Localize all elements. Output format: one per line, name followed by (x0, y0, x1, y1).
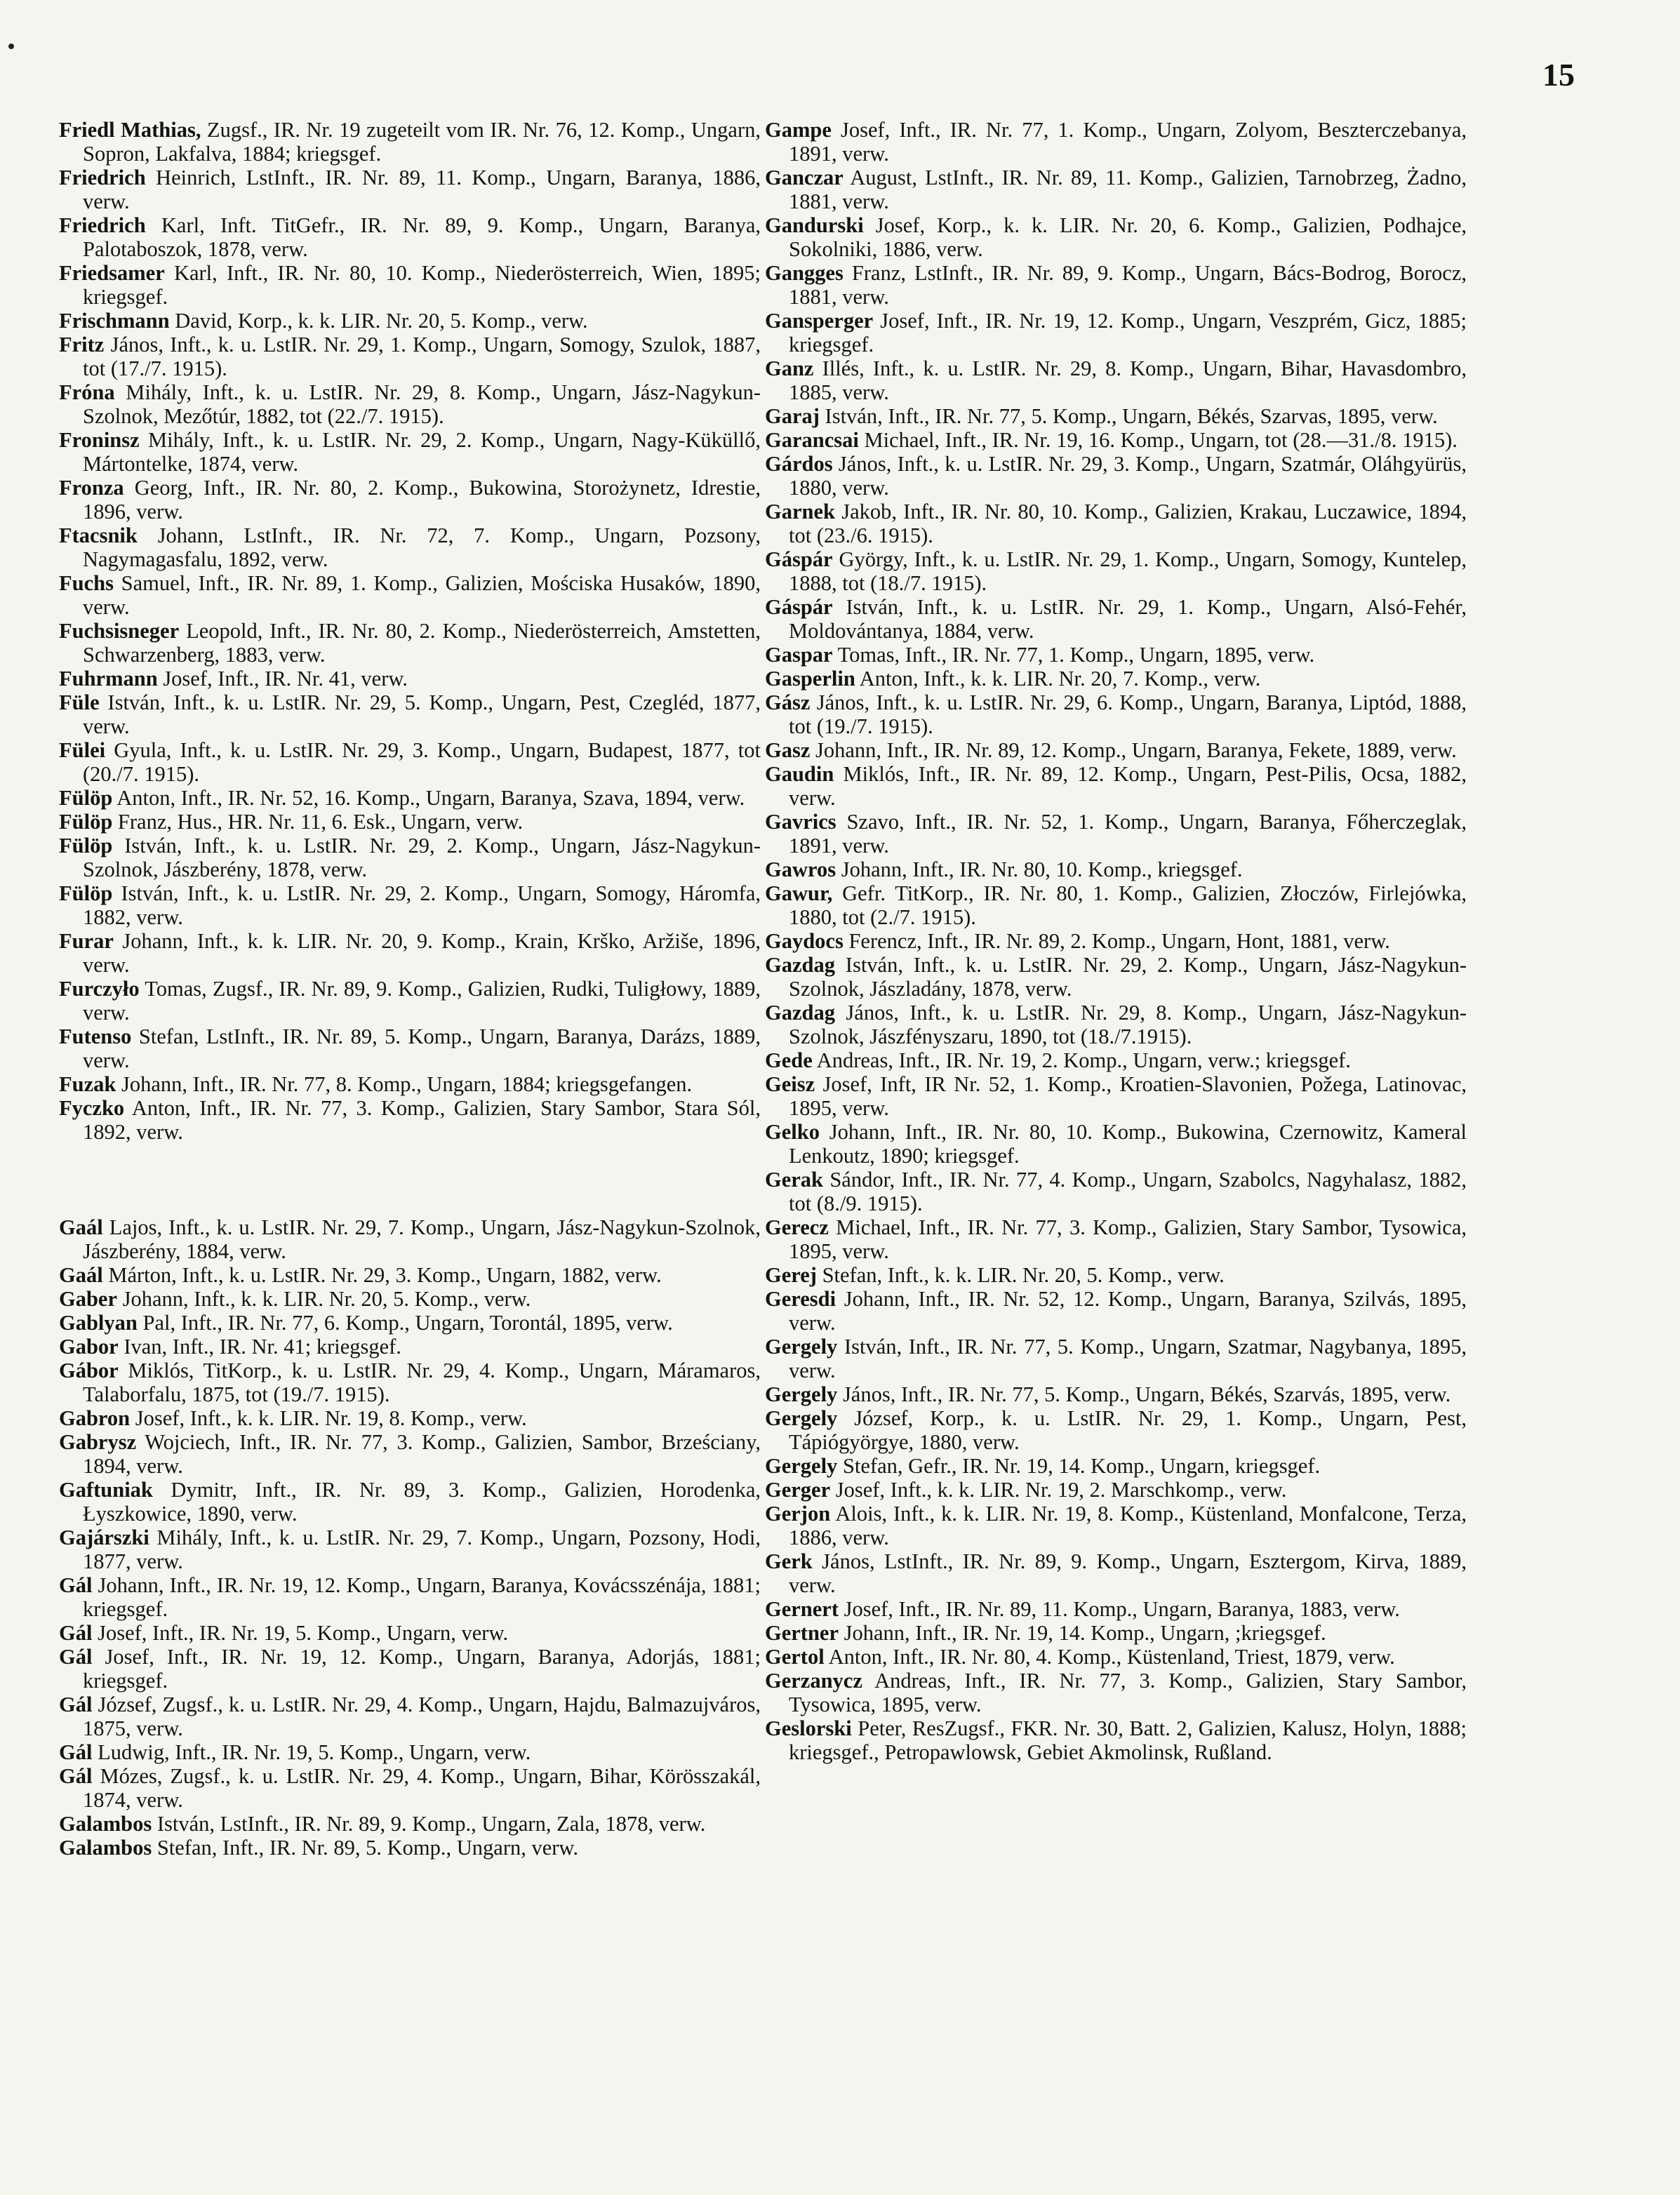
entry-surname: Gál (59, 1764, 93, 1788)
entry-surname: Gernert (765, 1597, 839, 1621)
entry-surname: Fuzak (59, 1072, 116, 1096)
entry-surname: Furar (59, 929, 114, 953)
entry-details: György, Inft., k. u. LstIR. Nr. 29, 1. Komp., Ungarn, Somogy, Kuntelep, 1888, tot (18./7. 1915). (789, 547, 1467, 595)
entry-surname: Gansperger (765, 309, 874, 333)
entry-surname: Gerecz (765, 1215, 829, 1239)
entry-details: Johann, Inft., IR. Nr. 89, 12. Komp., Ungarn, Baranya, Fekete, 1889, verw. (810, 738, 1457, 762)
list-entry (765, 118, 1467, 166)
entry-details: János, Inft., k. u. LstIR. Nr. 29, 8. Komp., Ungarn, Jász-Nagykun-Szolnok, Jászfényszaru, 1890, tot (18./7.1915). (789, 1001, 1467, 1048)
entry-details: Stefan, Inft., k. k. LIR. Nr. 20, 5. Komp., verw. (816, 1263, 1225, 1287)
entry-surname: Gerak (765, 1168, 824, 1192)
list-entry (765, 1215, 1467, 1263)
entry-surname: Gál (59, 1573, 93, 1597)
list-entry (59, 834, 761, 881)
list-entry (765, 1478, 1467, 1502)
list-entry (765, 643, 1467, 667)
list-entry (765, 1048, 1467, 1072)
entry-surname: Friedrich (59, 213, 146, 237)
entry-details: Georg, Inft., IR. Nr. 80, 2. Komp., Bukowina, Storożynetz, Idrestie, 1896, verw. (83, 476, 761, 523)
list-entry (59, 1311, 761, 1335)
list-entry (765, 667, 1467, 690)
list-entry (59, 380, 761, 428)
entry-surname: Gavrics (765, 810, 836, 834)
list-entry (765, 1382, 1467, 1406)
list-entry (59, 1526, 761, 1573)
entry-details: István, Inft., k. u. LstIR. Nr. 29, 5. Komp., Ungarn, Pest, Czegléd, 1877, verw. (83, 690, 761, 738)
list-entry (59, 1836, 761, 1860)
entry-details: Karl, Inft., IR. Nr. 80, 10. Komp., Niederösterreich, Wien, 1895; kriegsgef. (83, 261, 761, 309)
entry-details: Peter, ResZugsf., FKR. Nr. 30, Batt. 2, Galizien, Kalusz, Holyn, 1888; kriegsgef., Petropawlowsk, Gebiet Akmolinsk, Rußland. (789, 1716, 1467, 1764)
list-entry (59, 619, 761, 667)
list-entry (59, 523, 761, 571)
entry-surname: Gáspár (765, 547, 833, 571)
entry-details: István, Inft., k. u. LstIR. Nr. 29, 2. Komp., Ungarn, Jász-Nagykun-Szolnok, Jászladány, 1878, verw. (789, 953, 1467, 1001)
entry-surname: Gerej (765, 1263, 817, 1287)
entry-surname: Gabron (59, 1406, 131, 1430)
entry-details: Johann, LstInft., IR. Nr. 72, 7. Komp., Ungarn, Pozsony, Nagymagasfalu, 1892, verw. (83, 523, 761, 571)
entry-details: Josef, Inft., IR. Nr. 19, 12. Komp., Ungarn, Veszprém, Gicz, 1885; kriegsgef. (789, 309, 1467, 356)
entry-details: Anton, Inft., IR. Nr. 52, 16. Komp., Ungarn, Baranya, Szava, 1894, verw. (112, 786, 745, 810)
list-entry (765, 1072, 1467, 1120)
entry-details: Johann, Inft., IR. Nr. 77, 8. Komp., Ungarn, 1884; kriegsgefangen. (116, 1072, 693, 1096)
list-entry (59, 261, 761, 309)
entry-surname: Geisz (765, 1072, 815, 1096)
entry-surname: Gasz (765, 738, 811, 762)
entry-details: Gefr. TitKorp., IR. Nr. 80, 1. Komp., Galizien, Złoczów, Firlejówka, 1880, tot (2./7. 1915). (789, 881, 1467, 929)
entry-surname: Gász (765, 690, 811, 714)
entry-details: Johann, Inft., IR. Nr. 80, 10. Komp., kriegsgef. (836, 858, 1243, 881)
entry-surname: Fülöp (59, 810, 113, 834)
entry-details: Josef, Inft., IR. Nr. 19, 12. Komp., Ungarn, Baranya, Adorjás, 1881; kriegsgef. (83, 1645, 761, 1693)
entry-details: Sándor, Inft., IR. Nr. 77, 4. Komp., Ungarn, Szabolcs, Nagyhalasz, 1882, tot (8./9. 1915). (789, 1168, 1467, 1215)
list-entry (59, 1359, 761, 1406)
entry-surname: Ftacsnik (59, 523, 138, 547)
page-number: 15 (1542, 57, 1575, 93)
entry-details: Josef, Inft., IR. Nr. 77, 1. Komp., Ungarn, Zolyom, Beszterczebanya, 1891, verw. (789, 118, 1467, 166)
entry-surname: Friedrich (59, 166, 146, 189)
list-entry (765, 1669, 1467, 1716)
list-entry (765, 1645, 1467, 1669)
entry-surname: Gál (59, 1645, 93, 1669)
list-entry (765, 1597, 1467, 1621)
entry-surname: Friedl Mathias, (59, 118, 201, 142)
entry-surname: Ganz (765, 356, 814, 380)
entry-details: János, Inft., k. u. LstIR. Nr. 29, 3. Komp., Ungarn, Szatmár, Oláhgyürüs, 1880, verw. (789, 452, 1467, 500)
list-entry (765, 1335, 1467, 1382)
entry-details: István, Inft., IR. Nr. 77, 5. Komp., Ungarn, Békés, Szarvas, 1895, verw. (819, 404, 1438, 428)
entry-surname: Fülöp (59, 881, 113, 905)
list-entry (765, 1549, 1467, 1597)
list-entry (765, 690, 1467, 738)
entry-details: Wojciech, Inft., IR. Nr. 77, 3. Komp., Galizien, Sambor, Brześciany, 1894, verw. (83, 1430, 761, 1478)
right-column (765, 118, 1467, 1764)
entry-details: Mihály, Inft., k. u. LstIR. Nr. 29, 7. Komp., Ungarn, Pozsony, Hodi, 1877, verw. (83, 1526, 761, 1573)
print-speck (8, 44, 14, 49)
list-entry (765, 1120, 1467, 1168)
list-entry (765, 738, 1467, 762)
list-entry (59, 428, 761, 476)
entry-details: David, Korp., k. k. LIR. Nr. 20, 5. Komp., verw. (169, 309, 588, 333)
entry-details: Mihály, Inft., k. u. LstIR. Nr. 29, 8. Komp., Ungarn, Jász-Nagykun-Szolnok, Mezőtúr, 1882, tot (22./7. 1915). (83, 380, 761, 428)
entry-surname: Gaftuniak (59, 1478, 153, 1502)
list-entry (59, 1573, 761, 1621)
entry-surname: Gaydocs (765, 929, 844, 953)
entry-details: Tomas, Zugsf., IR. Nr. 89, 9. Komp., Galizien, Rudki, Tuligłowy, 1889, verw. (83, 977, 761, 1025)
entry-details: Andreas, Inft., IR. Nr. 77, 3. Komp., Galizien, Stary Sambor, Tysowica, 1895, verw. (789, 1669, 1467, 1716)
entry-details: Stefan, Gefr., IR. Nr. 19, 14. Komp., Ungarn, kriegsgef. (837, 1454, 1321, 1478)
list-entry (765, 1287, 1467, 1335)
entry-surname: Fülei (59, 738, 106, 762)
list-entry (765, 1502, 1467, 1549)
entry-details: István, Inft., k. u. LstIR. Nr. 29, 1. Komp., Ungarn, Alsó-Fehér, Moldovántanya, 1884, verw. (789, 595, 1467, 643)
left-f-entries (59, 118, 761, 1144)
list-entry (59, 1645, 761, 1693)
entry-details: Ferencz, Inft., IR. Nr. 89, 2. Komp., Ungarn, Hont, 1881, verw. (843, 929, 1390, 953)
entry-details: Mihály, Inft., k. u. LstIR. Nr. 29, 2. Komp., Ungarn, Nagy-Küküllő, Mártontelke, 1874, verw. (83, 428, 761, 476)
entry-details: Gyula, Inft., k. u. LstIR. Nr. 29, 3. Komp., Ungarn, Budapest, 1877, tot (20./7. 1915). (83, 738, 761, 786)
entry-details: János, Inft., IR. Nr. 77, 5. Komp., Ungarn, Békés, Szarvás, 1895, verw. (837, 1382, 1451, 1406)
entry-details: Johann, Inft., IR. Nr. 19, 12. Komp., Ungarn, Baranya, Kovácsszénája, 1881; kriegsgef. (83, 1573, 761, 1621)
entry-surname: Gál (59, 1693, 93, 1716)
entry-surname: Fróna (59, 380, 115, 404)
entry-details: Heinrich, LstInft., IR. Nr. 89, 11. Komp., Ungarn, Baranya, 1886, verw. (83, 166, 761, 213)
entry-details: János, Inft., k. u. LstIR. Nr. 29, 6. Komp., Ungarn, Baranya, Liptód, 1888, tot (19./7. 1915). (789, 690, 1467, 738)
entry-details: Tomas, Inft., IR. Nr. 77, 1. Komp., Ungarn, 1895, verw. (832, 643, 1315, 667)
list-entry (765, 595, 1467, 643)
entry-details: Josef, Inft., k. k. LIR. Nr. 19, 2. Marschkomp., verw. (830, 1478, 1287, 1502)
entry-surname: Gasperlin (765, 667, 855, 690)
entry-surname: Gergely (765, 1406, 838, 1430)
entry-surname: Gazdag (765, 1001, 835, 1025)
entry-details: Anton, Inft., k. k. LIR. Nr. 20, 7. Komp., verw. (855, 667, 1261, 690)
entry-surname: Gabor (59, 1335, 119, 1359)
entry-surname: Gawros (765, 858, 836, 881)
list-entry (59, 1693, 761, 1740)
entry-surname: Froninsz (59, 428, 140, 452)
list-entry (765, 500, 1467, 547)
entry-surname: Gajárszki (59, 1526, 149, 1549)
entry-details: Josef, Inft., IR. Nr. 19, 5. Komp., Ungarn, verw. (92, 1621, 509, 1645)
left-column (59, 118, 761, 1860)
list-entry (765, 929, 1467, 953)
list-entry (765, 547, 1467, 595)
entry-surname: Gál (59, 1740, 93, 1764)
list-entry (765, 1716, 1467, 1764)
list-entry (59, 1740, 761, 1764)
entry-surname: Gábor (59, 1359, 119, 1382)
entry-details: István, Inft., IR. Nr. 77, 5. Komp., Ungarn, Szatmar, Nagybanya, 1895, verw. (789, 1335, 1467, 1382)
entry-surname: Gelko (765, 1120, 820, 1144)
list-entry (59, 929, 761, 977)
list-entry (765, 452, 1467, 500)
list-entry (765, 953, 1467, 1001)
entry-surname: Gaber (59, 1287, 118, 1311)
entry-details: Dymitr, Inft., IR. Nr. 89, 3. Komp., Galizien, Horodenka, Łyszkowice, 1890, verw. (83, 1478, 761, 1526)
entry-surname: Gertol (765, 1645, 825, 1669)
entry-surname: Füle (59, 690, 100, 714)
entry-details: István, Inft., k. u. LstIR. Nr. 29, 2. Komp., Ungarn, Jász-Nagykun-Szolnok, Jászberény, 1878, verw. (83, 834, 761, 881)
entry-surname: Gawur, (765, 881, 833, 905)
entry-surname: Gerjon (765, 1502, 831, 1526)
entry-details: Josef, Inft., IR. Nr. 41, verw. (157, 667, 408, 690)
list-entry (59, 1764, 761, 1812)
right-g-entries (765, 118, 1467, 1764)
entry-surname: Gergely (765, 1454, 838, 1478)
entry-details: Zugsf., IR. Nr. 19 zugeteilt vom IR. Nr. 76, 12. Komp., Ungarn, Sopron, Lakfalva, 1884; kriegsgef. (83, 118, 761, 166)
entry-surname: Futenso (59, 1025, 132, 1048)
list-entry (59, 1096, 761, 1144)
list-entry (59, 166, 761, 213)
entry-surname: Gangges (765, 261, 844, 285)
entry-surname: Fuchsisneger (59, 619, 180, 643)
entry-surname: Gergely (765, 1335, 838, 1359)
entry-surname: Gerger (765, 1478, 831, 1502)
list-entry (765, 261, 1467, 309)
entry-details: Ivan, Inft., IR. Nr. 41; kriegsgef. (118, 1335, 401, 1359)
entry-surname: Gertner (765, 1621, 839, 1645)
entry-surname: Geresdi (765, 1287, 836, 1311)
entry-surname: Gál (59, 1621, 93, 1645)
list-entry (59, 1406, 761, 1430)
left-g-entries (59, 1215, 761, 1860)
entry-surname: Gazdag (765, 953, 835, 977)
entry-surname: Gáspár (765, 595, 833, 619)
entry-details: István, LstInft., IR. Nr. 89, 9. Komp., Ungarn, Zala, 1878, verw. (152, 1812, 706, 1836)
entry-surname: Gaál (59, 1215, 103, 1239)
list-entry (765, 1168, 1467, 1215)
entry-surname: Fuchs (59, 571, 114, 595)
list-entry (59, 1072, 761, 1096)
list-entry (765, 1406, 1467, 1454)
entry-surname: Fyczko (59, 1096, 125, 1120)
list-entry (59, 213, 761, 261)
entry-details: Pal, Inft., IR. Nr. 77, 6. Komp., Ungarn, Torontál, 1895, verw. (137, 1311, 673, 1335)
list-entry (765, 810, 1467, 858)
entry-surname: Galambos (59, 1836, 152, 1860)
entry-details: Josef, Inft., k. k. LIR. Nr. 19, 8. Komp., verw. (130, 1406, 527, 1430)
entry-details: Johann, Inft., k. k. LIR. Nr. 20, 5. Komp., verw. (117, 1287, 531, 1311)
entry-surname: Garnek (765, 500, 835, 523)
entry-details: Alois, Inft., k. k. LIR. Nr. 19, 8. Komp., Küstenland, Monfalcone, Terza, 1886, verw. (789, 1502, 1467, 1549)
entry-details: Ludwig, Inft., IR. Nr. 19, 5. Komp., Ungarn, verw. (92, 1740, 531, 1764)
list-entry (59, 977, 761, 1025)
entry-surname: Gerzanycz (765, 1669, 862, 1693)
list-entry (59, 1812, 761, 1836)
entry-details: József, Korp., k. u. LstIR. Nr. 29, 1. Komp., Ungarn, Pest, Tápiógyörgye, 1880, verw. (789, 1406, 1467, 1454)
entry-details: Andreas, Inft., IR. Nr. 19, 2. Komp., Ungarn, verw.; kriegsgef. (812, 1048, 1351, 1072)
entry-details: Stefan, LstInft., IR. Nr. 89, 5. Komp., Ungarn, Baranya, Darázs, 1889, verw. (83, 1025, 761, 1072)
list-entry (765, 762, 1467, 810)
entry-details: August, LstInft., IR. Nr. 89, 11. Komp., Galizien, Tarnobrzeg, Żadno, 1881, verw. (789, 166, 1467, 213)
list-entry (59, 1478, 761, 1526)
list-entry (59, 738, 761, 786)
list-entry (765, 404, 1467, 428)
entry-surname: Friedsamer (59, 261, 165, 285)
list-entry (765, 356, 1467, 404)
entry-details: Franz, LstInft., IR. Nr. 89, 9. Komp., Ungarn, Bács-Bodrog, Borocz, 1881, verw. (789, 261, 1467, 309)
entry-details: Anton, Inft., IR. Nr. 80, 4. Komp., Küstenland, Triest, 1879, verw. (824, 1645, 1395, 1669)
entry-details: Josef, Inft, IR Nr. 52, 1. Komp., Kroatien-Slavonien, Požega, Latinovac, 1895, verw. (789, 1072, 1467, 1120)
entry-surname: Gergely (765, 1382, 838, 1406)
entry-surname: Gárdos (765, 452, 833, 476)
entry-surname: Gampe (765, 118, 832, 142)
entry-details: István, Inft., k. u. LstIR. Nr. 29, 2. Komp., Ungarn, Somogy, Háromfa, 1882, verw. (83, 881, 761, 929)
entry-surname: Garancsai (765, 428, 859, 452)
list-entry (59, 881, 761, 929)
entry-surname: Garaj (765, 404, 820, 428)
entry-details: Franz, Hus., HR. Nr. 11, 6. Esk., Ungarn, verw. (112, 810, 524, 834)
entry-surname: Frischmann (59, 309, 170, 333)
entry-surname: Galambos (59, 1812, 152, 1836)
list-entry (59, 690, 761, 738)
entry-details: Josef, Inft., IR. Nr. 89, 11. Komp., Ungarn, Baranya, 1883, verw. (839, 1597, 1400, 1621)
entry-surname: Gaál (59, 1263, 103, 1287)
entry-details: Michael, Inft., IR. Nr. 19, 16. Komp., Ungarn, tot (28.—31./8. 1915). (858, 428, 1458, 452)
entry-details: Stefan, Inft., IR. Nr. 89, 5. Komp., Ungarn, verw. (152, 1836, 579, 1860)
entry-details: Illés, Inft., k. u. LstIR. Nr. 29, 8. Komp., Ungarn, Bihar, Havasdombro, 1885, verw. (789, 356, 1467, 404)
entry-details: János, Inft., k. u. LstIR. Nr. 29, 1. Komp., Ungarn, Somogy, Szulok, 1887, tot (17./7. 1915). (83, 333, 761, 380)
entry-surname: Gede (765, 1048, 813, 1072)
entry-details: Leopold, Inft., IR. Nr. 80, 2. Komp., Niederösterreich, Amstetten, Schwarzenberg, 1883, verw. (83, 619, 761, 667)
list-entry (765, 166, 1467, 213)
entry-surname: Gabrysz (59, 1430, 137, 1454)
list-entry (59, 333, 761, 380)
entry-surname: Gandurski (765, 213, 864, 237)
list-entry (59, 118, 761, 166)
entry-surname: Fuhrmann (59, 667, 158, 690)
list-entry (59, 1621, 761, 1645)
entry-surname: Gablyan (59, 1311, 138, 1335)
list-entry (765, 1001, 1467, 1048)
list-entry (765, 858, 1467, 881)
entry-details: Karl, Inft. TitGefr., IR. Nr. 89, 9. Komp., Ungarn, Baranya, Palotaboszok, 1878, verw. (83, 213, 761, 261)
list-entry (59, 1287, 761, 1311)
entry-details: Michael, Inft., IR. Nr. 77, 3. Komp., Galizien, Stary Sambor, Tysowica, 1895, verw. (789, 1215, 1467, 1263)
entry-surname: Geslorski (765, 1716, 852, 1740)
list-entry (765, 1621, 1467, 1645)
entry-details: Josef, Korp., k. k. LIR. Nr. 20, 6. Komp., Galizien, Podhajce, Sokolniki, 1886, verw. (789, 213, 1467, 261)
list-entry (59, 571, 761, 619)
entry-details: Johann, Inft., IR. Nr. 52, 12. Komp., Ungarn, Baranya, Szilvás, 1895, verw. (789, 1287, 1467, 1335)
list-entry (59, 810, 761, 834)
list-entry (59, 1025, 761, 1072)
list-entry (59, 1263, 761, 1287)
list-entry (59, 476, 761, 523)
entry-surname: Furczyło (59, 977, 140, 1001)
list-entry (59, 667, 761, 690)
list-entry (765, 1454, 1467, 1478)
list-entry (765, 428, 1467, 452)
entry-details: Jakob, Inft., IR. Nr. 80, 10. Komp., Galizien, Krakau, Luczawice, 1894, tot (23./6. 1915). (789, 500, 1467, 547)
entry-details: Márton, Inft., k. u. LstIR. Nr. 29, 3. Komp., Ungarn, 1882, verw. (102, 1263, 662, 1287)
entry-details: József, Zugsf., k. u. LstIR. Nr. 29, 4. Komp., Ungarn, Hajdu, Balmazujváros, 1875, verw. (83, 1693, 761, 1740)
entry-details: Szavo, Inft., IR. Nr. 52, 1. Komp., Ungarn, Baranya, Főherczeglak, 1891, verw. (789, 810, 1467, 858)
entry-surname: Fülöp (59, 834, 113, 858)
list-entry (765, 213, 1467, 261)
entry-details: Mózes, Zugsf., k. u. LstIR. Nr. 29, 4. Komp., Ungarn, Bihar, Körösszakál, 1874, verw. (83, 1764, 761, 1812)
entry-surname: Fritz (59, 333, 105, 356)
section-gap (59, 1144, 761, 1215)
entry-surname: Fülöp (59, 786, 113, 810)
entry-surname: Ganczar (765, 166, 844, 189)
entry-surname: Fronza (59, 476, 124, 500)
list-entry (59, 786, 761, 810)
entry-surname: Gerk (765, 1549, 813, 1573)
list-entry (765, 1263, 1467, 1287)
entry-details: Samuel, Inft., IR. Nr. 89, 1. Komp., Galizien, Mościska Husaków, 1890, verw. (83, 571, 761, 619)
entry-details: Lajos, Inft., k. u. LstIR. Nr. 29, 7. Komp., Ungarn, Jász-Nagykun-Szolnok, Jászberény, 1884, verw. (83, 1215, 761, 1263)
entry-details: Miklós, TitKorp., k. u. LstIR. Nr. 29, 4. Komp., Ungarn, Máramaros, Talaborfalu, 1875, tot (19./7. 1915). (83, 1359, 761, 1406)
entry-details: János, LstInft., IR. Nr. 89, 9. Komp., Ungarn, Esztergom, Kirva, 1889, verw. (789, 1549, 1467, 1597)
list-entry (59, 309, 761, 333)
entry-details: Johann, Inft., IR. Nr. 80, 10. Komp., Bukowina, Czernowitz, Kameral Lenkoutz, 1890; kriegsgef. (789, 1120, 1467, 1168)
list-entry (59, 1335, 761, 1359)
entry-details: Johann, Inft., IR. Nr. 19, 14. Komp., Ungarn, ;kriegsgef. (839, 1621, 1326, 1645)
entry-details: Johann, Inft., k. k. LIR. Nr. 20, 9. Komp., Krain, Krško, Aržiše, 1896, verw. (83, 929, 761, 977)
list-entry (59, 1215, 761, 1263)
entry-details: Anton, Inft., IR. Nr. 77, 3. Komp., Galizien, Stary Sambor, Stara Sól, 1892, verw. (83, 1096, 761, 1144)
list-entry (765, 881, 1467, 929)
entry-surname: Gaspar (765, 643, 833, 667)
entry-details: Miklós, Inft., IR. Nr. 89, 12. Komp., Ungarn, Pest-Pilis, Ocsa, 1882, verw. (789, 762, 1467, 810)
list-entry (59, 1430, 761, 1478)
list-entry (765, 309, 1467, 356)
entry-surname: Gaudin (765, 762, 834, 786)
